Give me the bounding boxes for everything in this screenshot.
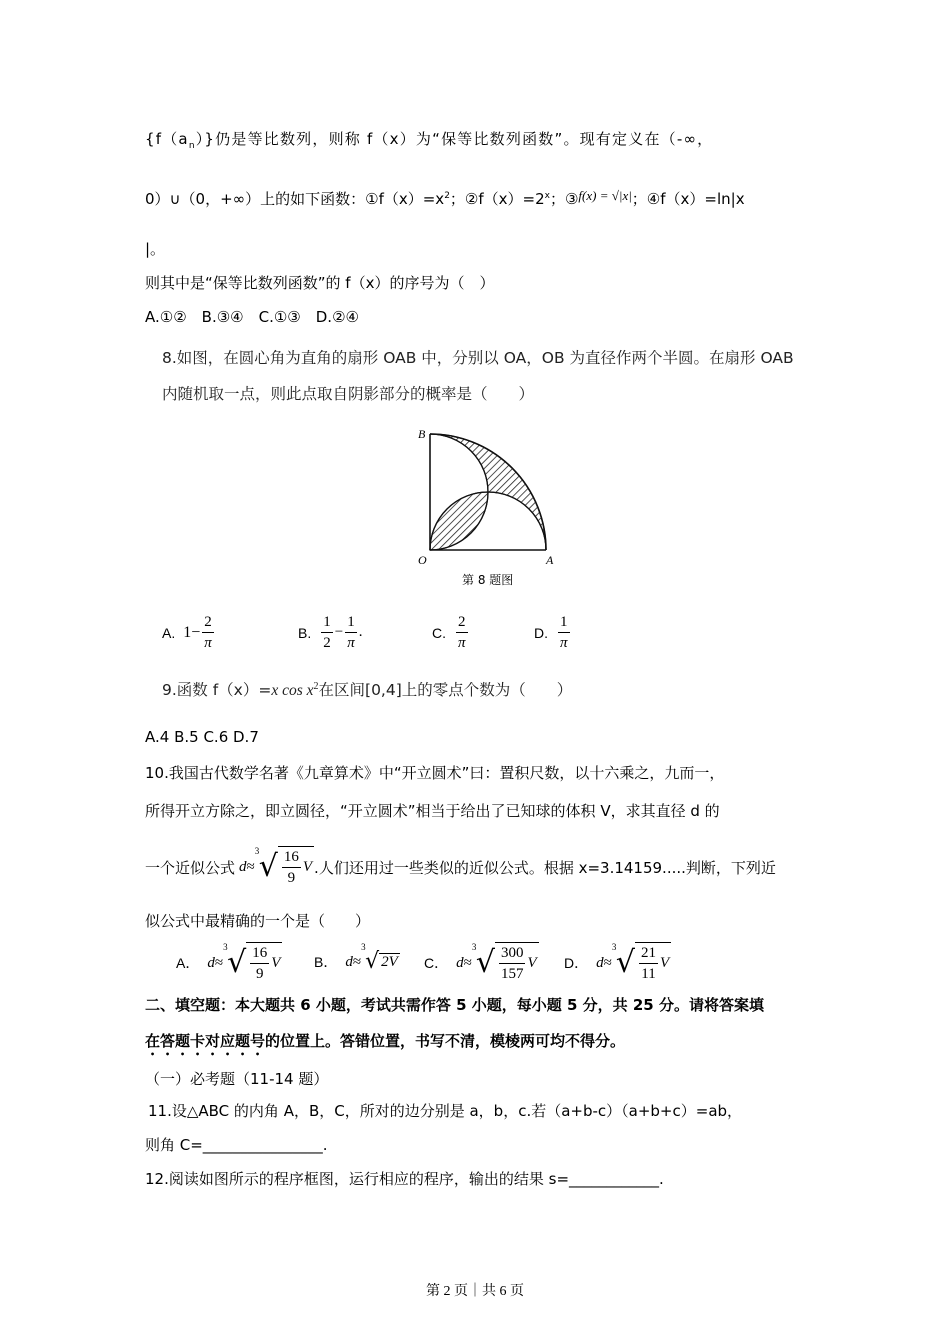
q10-opt-b-label: B．	[314, 954, 338, 970]
q10-opt-d-label: D．	[564, 955, 589, 971]
q8-opt-d-label: D.	[534, 624, 548, 641]
q8-opt-b-frac1	[321, 612, 333, 653]
q7-line2-a: 0）∪（0，+∞）上的如下函数：①f（x）=x	[145, 190, 445, 208]
q7-line1	[145, 128, 713, 151]
q10-option-c	[424, 942, 539, 984]
q10-line3-under	[278, 846, 314, 888]
q8-opt-a-num: 2	[202, 612, 214, 633]
q8-opt-b-frac2	[345, 612, 357, 653]
q8-opt-a-lead: 1−	[183, 623, 201, 641]
q10-line1: 10.我国古代数学名著《九章算术》中“开立圆术”曰：置积尺数，以十六乘之，九而一，	[145, 764, 725, 782]
q10-opt-b-d: d	[345, 953, 353, 970]
q10-opt-a-d: d	[207, 954, 215, 971]
section2-heading-line2	[145, 1030, 625, 1059]
q10-opt-d-d: d	[596, 954, 604, 971]
q10-line3-num: 16	[282, 847, 301, 868]
q8-opt-a-label: A.	[162, 624, 176, 641]
q10-opt-b-approx: ≈	[352, 953, 362, 970]
label-a: A	[546, 553, 554, 567]
q8-opt-a-den: π	[204, 635, 212, 651]
q8-opt-b-label: B.	[298, 624, 312, 641]
q10-line4: 似公式中最精确的一个是（ ）	[145, 912, 371, 930]
q10-option-a	[176, 942, 282, 984]
q10-line3-b: .人们还用过一些类似的近似公式。根据 x=3.14159.....判断，下列近	[314, 858, 776, 877]
q9-line-a: 9.函数 f（x）=	[162, 681, 272, 699]
cube-root-icon: √	[475, 945, 495, 980]
label-b: B	[418, 427, 426, 441]
q8-opt-b-den1: 2	[323, 635, 331, 651]
q9-formula: x cos x	[271, 682, 314, 699]
q8-opt-b-den2: π	[347, 635, 355, 651]
q11-line1: 11.设△ABC 的内角 A，B，C，所对的边分别是 a，b，c.若（a+b-c）（a+b+c）=ab，	[148, 1102, 743, 1120]
section2-line2-rest: 的位置上。答错位置，书写不清，模棱两可均不得分。	[265, 1032, 626, 1050]
q8-opt-d-frac	[558, 612, 570, 653]
q7-line4: 则其中是“保等比数列函数”的 f（x）的序号为（ ）	[145, 274, 495, 292]
cube-root-icon: √	[365, 949, 380, 974]
shaded-lens	[430, 492, 488, 550]
q8-option-a	[162, 612, 216, 653]
q8-opt-d-num: 1	[558, 612, 570, 633]
q10-opt-c-idx: 3	[471, 942, 477, 952]
section2-subheading: （一）必考题（11-14 题）	[145, 1070, 329, 1088]
q10-line3-v: V	[302, 859, 313, 875]
q9-line-b: 在区间[0,4]上的零点个数为（ ）	[318, 681, 573, 699]
q10-opt-c-v: V	[527, 955, 537, 971]
q11-line2: 则角 C=________________.	[145, 1136, 328, 1154]
q7-line1-a: {f（a	[145, 130, 189, 148]
section2-heading-line1: 二、填空题：本大题共 6 小题，考试共需作答 5 小题，每小题 5 分，共 25 分。请将答案填	[145, 996, 764, 1014]
q10-line3-idx: 3	[254, 846, 260, 856]
q7-line2	[145, 188, 745, 209]
q10-opt-d-frac	[639, 943, 658, 984]
q10-line2: 所得开立方除之，即立圆径，“开立圆术”相当于给出了已知球的体积 V，求其直径 d 的	[145, 802, 720, 820]
q10-opt-a-num: 16	[250, 943, 269, 964]
q8-opt-b-num2: 1	[345, 612, 357, 633]
q7-line2-c: ；③	[549, 190, 579, 208]
q10-line3-radical	[255, 846, 314, 888]
q10-opt-a-under	[246, 942, 282, 984]
q9-options: A.4 B.5 C.6 D.7	[145, 728, 259, 746]
q10-opt-a-approx: ≈	[214, 954, 224, 971]
q8-opt-b-tail: .	[358, 624, 363, 640]
q7-line2-sup1: 2	[444, 191, 450, 201]
figure-caption: 第 8 题图	[462, 573, 514, 587]
q10-opt-c-d: d	[456, 954, 464, 971]
q10-opt-d-under	[635, 942, 671, 984]
q7-line2-d: ；④f（x）=ln|x	[631, 190, 745, 208]
q10-opt-a-idx: 3	[223, 942, 228, 952]
cube-root-icon: √	[227, 945, 247, 980]
q10-line3-den: 9	[287, 870, 296, 886]
q8-opt-c-num: 2	[456, 612, 468, 633]
q10-opt-c-under	[495, 942, 539, 984]
q10-line3	[145, 846, 776, 888]
q10-opt-a-radical	[223, 942, 282, 984]
q7-formula-3: f(x) = √|x|	[578, 188, 632, 203]
q8-opt-b-minus: −	[334, 624, 344, 640]
q10-opt-d-den: 11	[641, 966, 656, 982]
q8-opt-c-label: C.	[432, 624, 446, 641]
q8-line2: 内随机取一点，则此点取自阴影部分的概率是（ ）	[162, 385, 535, 403]
q7-options: A.①② B.③④ C.①③ D.②④	[145, 308, 359, 326]
q10-opt-b-inner: 2V	[381, 954, 398, 970]
q10-opt-c-radical	[472, 942, 539, 984]
q8-opt-c-frac	[456, 612, 468, 653]
q8-opt-d-den: π	[560, 635, 568, 651]
q10-line3-a: 一个近似公式	[145, 858, 236, 877]
q8-option-d	[534, 612, 572, 653]
q10-opt-a-v: V	[271, 955, 281, 971]
q8-option-c	[432, 612, 470, 653]
q8-opt-b-num1: 1	[321, 612, 333, 633]
q10-opt-b-idx: 3	[361, 942, 366, 952]
q10-opt-b-radical	[361, 942, 400, 982]
cube-root-icon: √	[258, 849, 278, 884]
label-o: O	[418, 553, 427, 567]
q10-opt-a-label: A．	[176, 955, 200, 971]
section2-emphasis: 在答题卡对应题号	[145, 1032, 266, 1050]
q8-opt-c-den: π	[458, 635, 466, 651]
q10-opt-c-label: C．	[424, 955, 449, 971]
q10-opt-d-idx: 3	[611, 942, 617, 952]
q10-opt-c-num: 300	[499, 943, 526, 964]
q7-line2-sup2: x	[544, 191, 550, 201]
q8-opt-a-frac	[202, 612, 214, 653]
q8-line1: 8.如图，在圆心角为直角的扇形 OAB 中，分别以 OA，OB 为直径作两个半圆。在扇形 OAB	[162, 349, 794, 367]
q8-option-b	[298, 612, 362, 653]
q10-opt-d-approx: ≈	[603, 954, 612, 971]
q10-opt-d-v: V	[659, 955, 670, 971]
q10-line3-approx: ≈	[246, 858, 255, 875]
q10-line3-d: d	[239, 858, 247, 875]
q7-line1-rest: ）}仍是等比数列，则称 f（x）为“保等比数列函数”。现有定义在（-∞，	[195, 130, 714, 148]
q10-option-d	[564, 942, 671, 984]
q10-line3-frac	[282, 847, 301, 888]
q10-opt-a-den: 9	[255, 966, 264, 982]
page-footer: 第 2 页｜共 6 页	[426, 1284, 524, 1299]
q9-sup: 2	[313, 680, 319, 692]
q7-line1-sub: n	[188, 141, 196, 151]
q10-opt-c-den: 157	[500, 966, 524, 982]
q10-opt-c-approx: ≈	[463, 954, 472, 971]
q10-opt-c-frac	[499, 943, 526, 984]
q7-line3: |。	[145, 240, 166, 258]
q7-line2-b: ；②f（x）=2	[449, 190, 545, 208]
q10-option-b	[314, 942, 400, 982]
q10-opt-d-num: 21	[639, 943, 658, 964]
q10-opt-d-radical	[612, 942, 671, 984]
q8-sector-figure	[410, 422, 560, 592]
q12-line1: 12.阅读如图所示的程序框图，运行相应的程序，输出的结果 s=____________.	[145, 1170, 664, 1188]
q9-line	[162, 678, 572, 700]
cube-root-icon: √	[615, 945, 635, 980]
q10-opt-a-frac	[250, 943, 269, 984]
